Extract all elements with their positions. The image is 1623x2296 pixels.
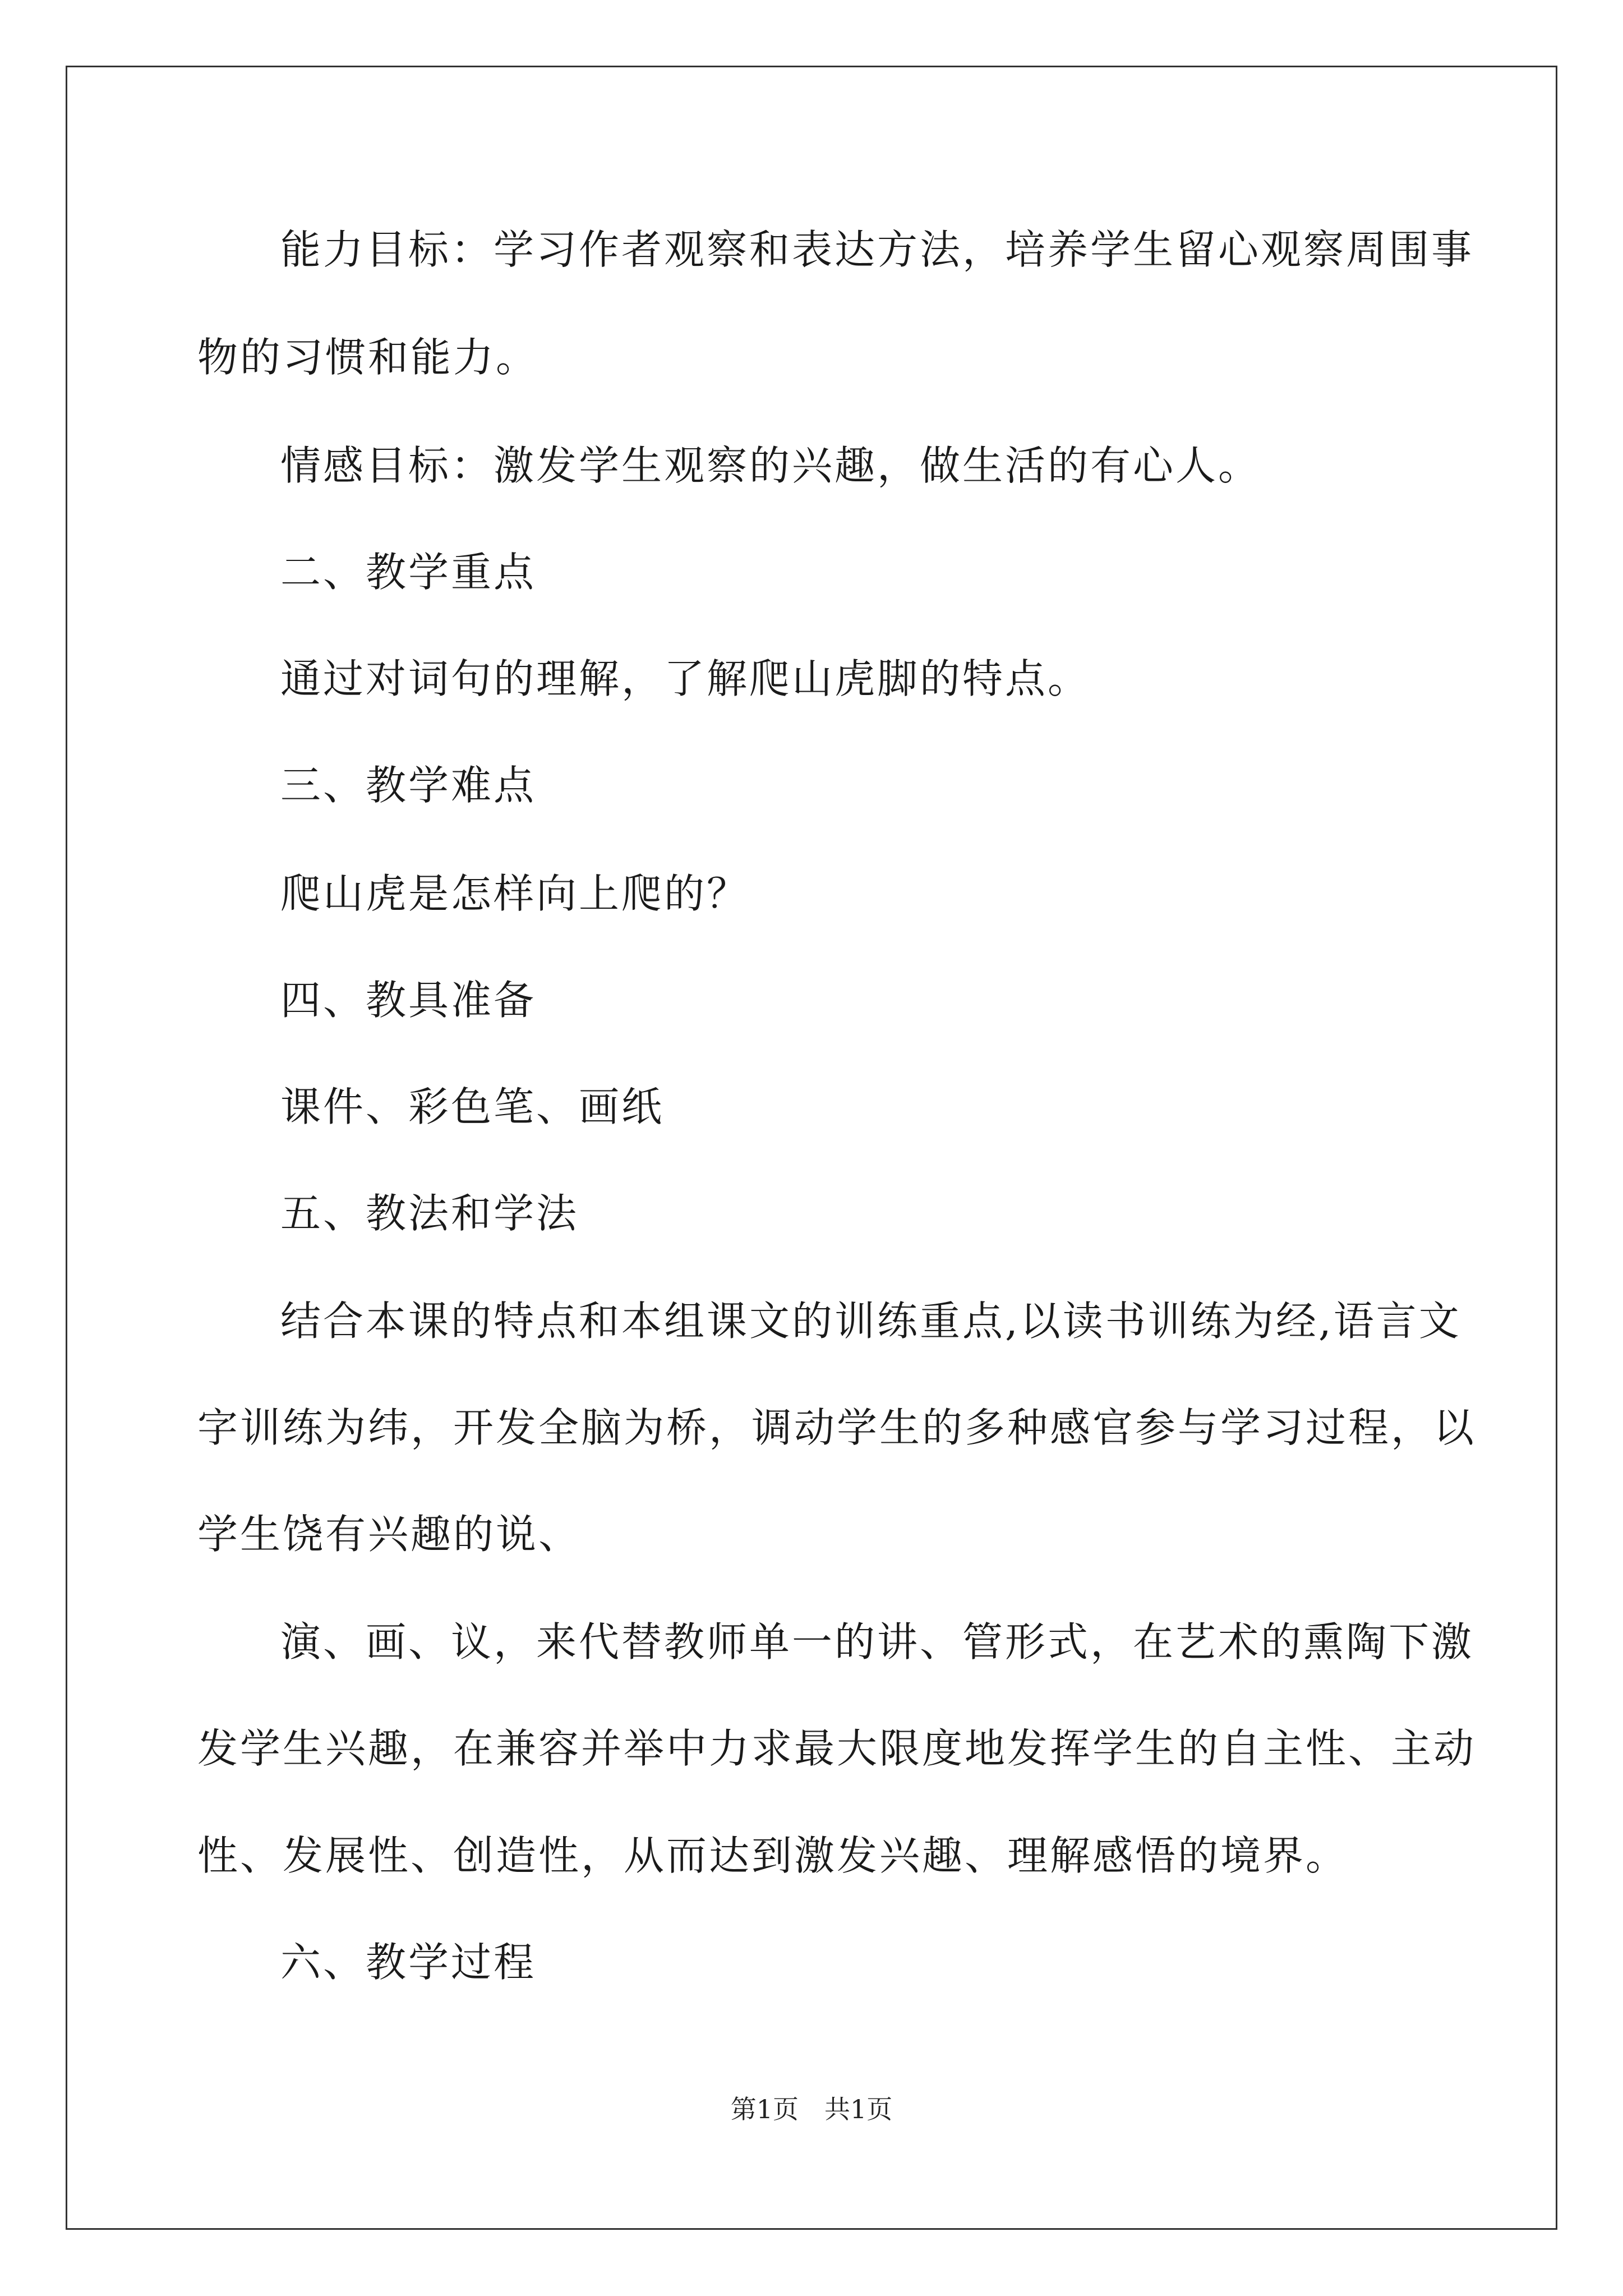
paragraph-emotion-goal: 情感目标：激发学生观察的兴趣，做生活的有心人。 [280,442,1261,489]
paragraph-ability-goal-line-1: 能力目标：学习作者观察和表达方法，培养学生留心观察周围事 [280,226,1474,273]
paragraph-teaching-focus: 通过对词句的理解，了解爬山虎脚的特点。 [280,655,1091,702]
paragraph-methods-line-6: 性、发展性、创造性，从而达到激发兴趣、理解感悟的境界。 [197,1832,1349,1879]
heading-teaching-aids: 四、教具准备 [280,977,537,1024]
paragraph-teaching-difficulty: 爬山虎是怎样向上爬的？ [280,870,750,917]
heading-teaching-focus: 二、教学重点 [280,549,537,596]
paragraph-teaching-aids: 课件、彩色笔、画纸 [280,1083,665,1130]
page-border [66,66,1557,2230]
heading-teaching-process: 六、教学过程 [280,1939,537,1986]
heading-teaching-methods: 五、教法和学法 [280,1190,579,1237]
page-footer: 第1页 共1页 [730,2094,893,2124]
paragraph-methods-line-5: 发学生兴趣，在兼容并举中力求最大限度地发挥学生的自主性、主动 [197,1725,1477,1772]
heading-teaching-difficulty: 三、教学难点 [280,762,537,809]
paragraph-methods-line-1: 结合本课的特点和本组课文的训练重点,以读书训练为经,语言文 [280,1297,1461,1345]
paragraph-ability-goal-line-2: 物的习惯和能力。 [197,334,539,381]
paragraph-methods-line-4: 演、画、议，来代替教师单一的讲、管形式，在艺术的熏陶下激 [280,1618,1474,1665]
paragraph-methods-line-2: 字训练为纬，开发全脑为桥，调动学生的多种感官参与学习过程，以 [197,1404,1477,1451]
paragraph-methods-line-3: 学生饶有兴趣的说、 [197,1511,582,1558]
